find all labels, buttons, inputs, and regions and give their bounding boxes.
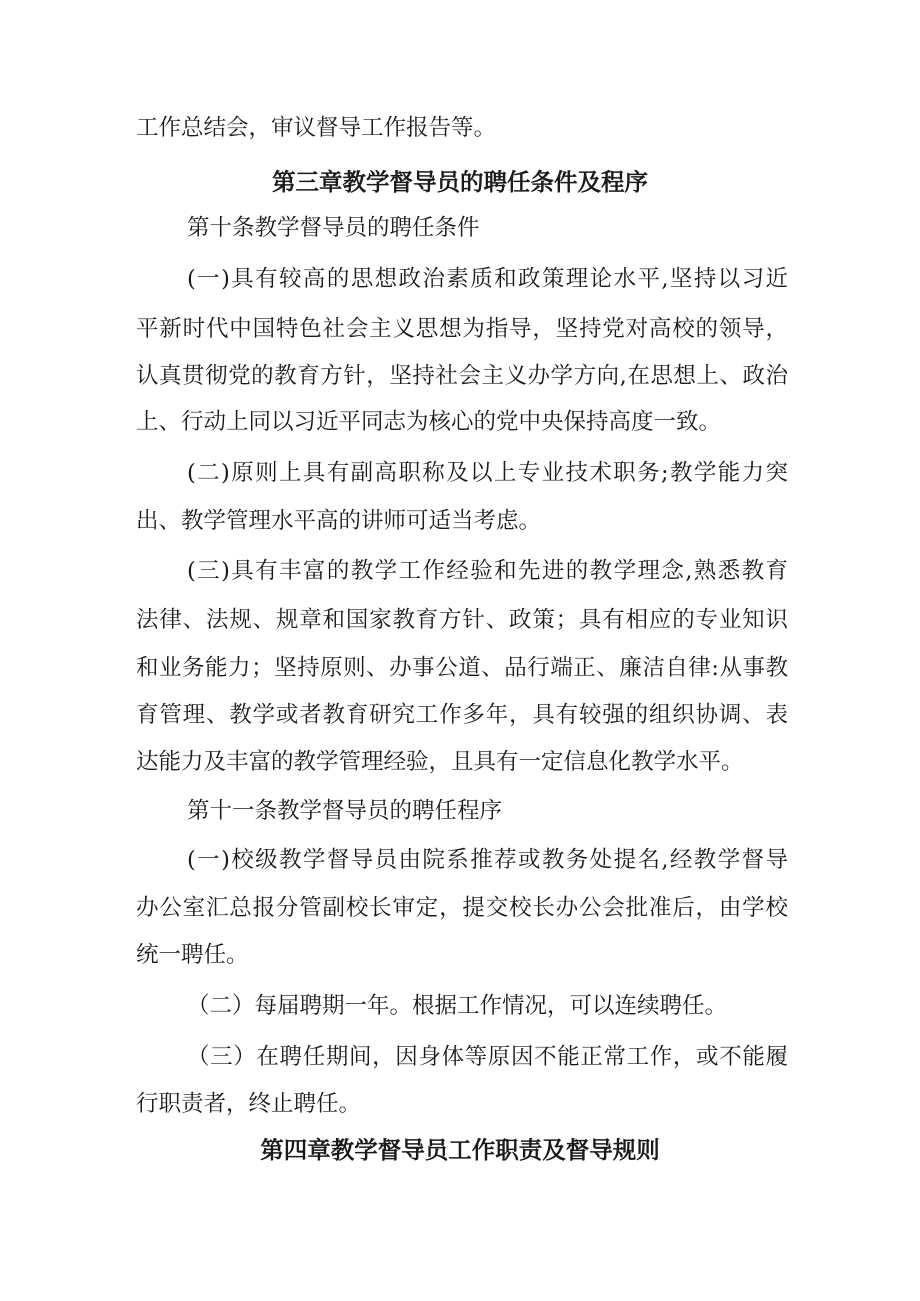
paragraph-line: 育管理、教学或者教育研究工作多年，具有较强的组织协调、表 xyxy=(136,702,788,728)
paragraph-line: 法律、法规、规章和国家教育方针、政策；具有相应的专业知识 xyxy=(136,607,788,633)
paragraph-line: 工作总结会，审议督导工作报告等。 xyxy=(136,115,497,141)
article-title: 第十条教学督导员的聘任条件 xyxy=(187,215,480,241)
paragraph-line: (一)具有较高的思想政治素质和政策理论水平,坚持以习近 xyxy=(187,266,788,292)
paragraph-line: 达能力及丰富的教学管理经验，且具有一定信息化教学水平。 xyxy=(136,749,744,775)
paragraph-line: 统一聘任。 xyxy=(136,942,249,968)
chapter-heading: 第四章教学督导员工作职责及督导规则 xyxy=(260,1136,660,1164)
paragraph-line: 平新时代中国特色社会主义思想为指导，坚持党对高校的领导， xyxy=(136,316,788,342)
paragraph-line: （三）在聘任期间，因身体等原因不能正常工作，或不能履 xyxy=(187,1044,788,1070)
paragraph-line: 认真贯彻党的教育方针，坚持社会主义办学方向,在思想上、政治 xyxy=(136,363,788,389)
paragraph-line: 出、教学管理水平高的讲师可适当考虑。 xyxy=(136,508,542,534)
paragraph-line: (一)校级教学督导员由院系推荐或教务处提名,经教学督导 xyxy=(187,847,788,873)
paragraph-line: 办公室汇总报分管副校长审定，提交校长办公会批准后，由学校 xyxy=(136,895,788,921)
paragraph-line: (二)原则上具有副高职称及以上专业技术职务;教学能力突 xyxy=(187,460,788,486)
paragraph-line: （二）每届聘期一年。根据工作情况，可以连续聘任。 xyxy=(187,993,728,1019)
chapter-heading: 第三章教学督导员的聘任条件及程序 xyxy=(272,168,648,196)
paragraph-line: 和业务能力；坚持原则、办事公道、品行端正、廉洁自律:从事教 xyxy=(136,655,788,681)
paragraph-line: (三)具有丰富的教学工作经验和先进的教学理念,熟悉教育 xyxy=(187,558,788,584)
paragraph-line: 上、行动上同以习近平同志为核心的党中央保持高度一致。 xyxy=(136,409,722,435)
paragraph-line: 行职责者，终止聘任。 xyxy=(136,1091,362,1117)
article-title: 第十一条教学督导员的聘任程序 xyxy=(187,798,503,824)
